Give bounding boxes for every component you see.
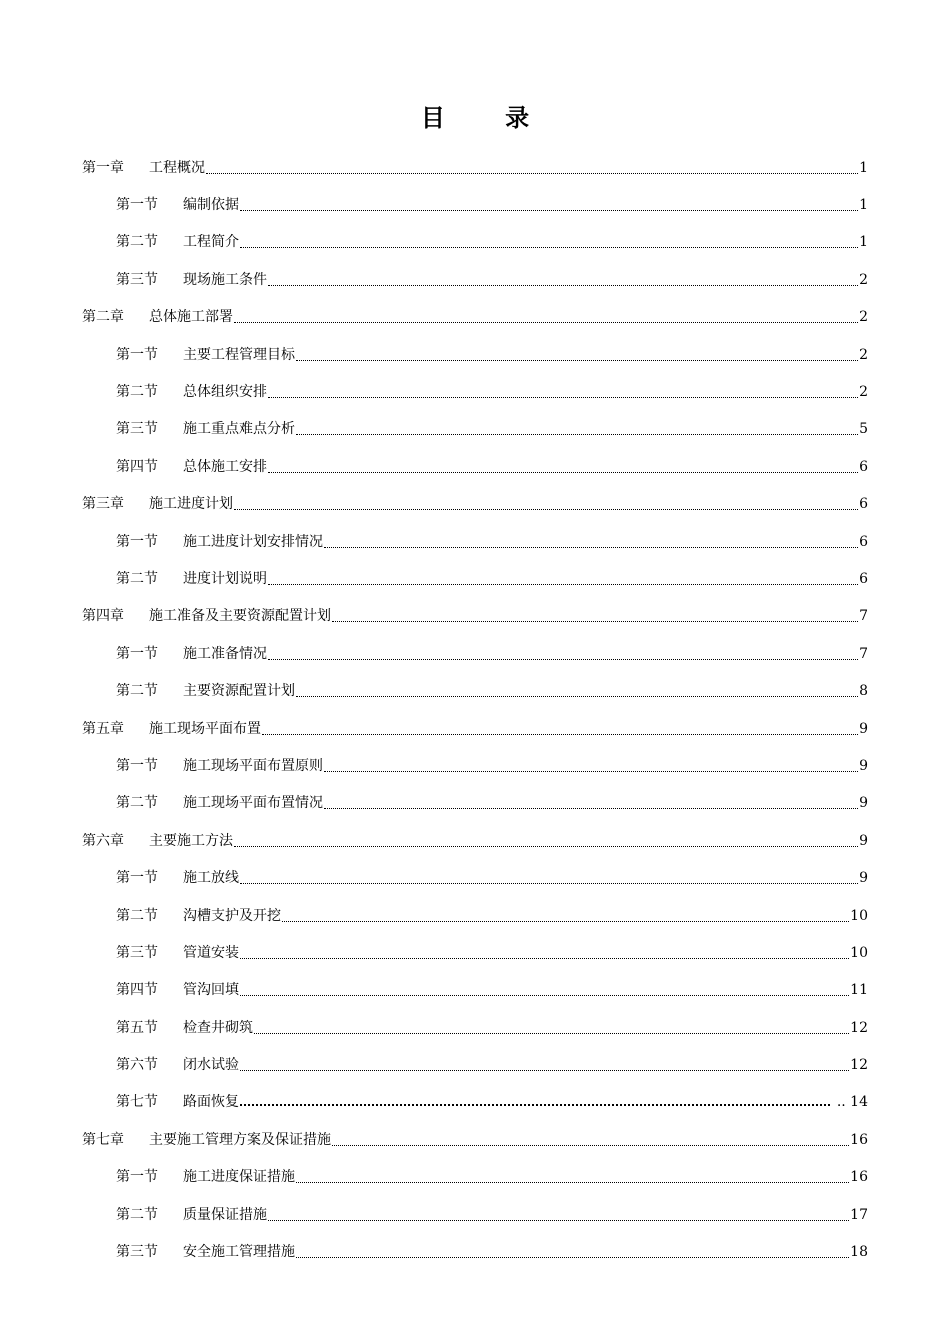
toc-dot-leader	[234, 307, 858, 327]
toc-chapter-entry[interactable]	[82, 822, 868, 859]
toc-section-entry[interactable]	[82, 224, 868, 261]
toc-dot-leader	[268, 644, 858, 664]
toc-chapter-entry[interactable]	[82, 149, 868, 186]
toc-entry-label	[116, 980, 239, 1000]
toc-dot-leader	[268, 382, 858, 402]
toc-entry-title: 工程概况	[149, 159, 205, 176]
toc-page-number: 1	[859, 197, 868, 214]
toc-entry-title: 总体施工安排	[183, 458, 267, 475]
toc-entry-number: 第七节	[116, 1094, 158, 1111]
toc-dot-leader	[296, 1167, 849, 1187]
toc-entry-number: 第三节	[116, 1244, 158, 1261]
toc-page-number: 11	[850, 982, 868, 999]
toc-entry-title: 施工进度保证措施	[183, 1169, 295, 1186]
toc-entry-title: 现场施工条件	[183, 271, 267, 288]
toc-page-number: 9	[859, 757, 868, 774]
toc-entry-title: 主要工程管理目标	[183, 346, 295, 363]
toc-page-number: 16	[850, 1131, 868, 1148]
toc-page-number: 10	[850, 944, 868, 961]
toc-entry-label	[82, 1130, 331, 1150]
toc-dot-leader	[240, 195, 858, 215]
toc-page-number: 2	[859, 309, 868, 326]
toc-page-number: 1	[859, 234, 868, 251]
toc-page-number: 9	[859, 795, 868, 812]
toc-page-number: 6	[859, 533, 868, 550]
toc-section-entry[interactable]	[82, 785, 868, 822]
toc-section-entry[interactable]	[82, 897, 868, 934]
toc-section-entry[interactable]	[82, 373, 868, 410]
toc-entry-title: 工程简介	[183, 234, 239, 251]
toc-page-number: 17	[850, 1206, 868, 1223]
toc-page-number: 7	[859, 608, 868, 625]
toc-dot-leader	[240, 943, 849, 963]
toc-dot-leader	[324, 532, 858, 552]
toc-entry-title: 管沟回填	[183, 982, 239, 999]
toc-entry-number: 第二章	[82, 309, 124, 326]
toc-page-number: 2	[859, 346, 868, 363]
toc-dot-leader	[296, 681, 858, 701]
toc-page-number: 9	[859, 720, 868, 737]
toc-entry-label	[116, 681, 295, 701]
toc-section-entry[interactable]	[82, 336, 868, 373]
toc-entry-title: 施工准备及主要资源配置计划	[149, 608, 331, 625]
toc-page-number: 1	[859, 159, 868, 176]
toc-dot-leader	[268, 457, 858, 477]
toc-entry-title: 闭水试验	[183, 1057, 239, 1074]
toc-page-number: 2	[859, 271, 868, 288]
toc-entry-label	[116, 1167, 295, 1187]
toc-chapter-entry[interactable]	[82, 598, 868, 635]
toc-title: 目 录	[420, 103, 556, 132]
toc-entry-label	[116, 793, 323, 813]
toc-section-entry[interactable]	[82, 972, 868, 1009]
toc-entry-label	[116, 1018, 253, 1038]
toc-page-number: 9	[859, 870, 868, 887]
toc-dot-leader	[240, 232, 858, 252]
toc-page-number: 12	[850, 1057, 868, 1074]
toc-dot-leader	[324, 793, 858, 813]
toc-entry-number: 第三节	[116, 271, 158, 288]
toc-page-number: 9	[859, 832, 868, 849]
toc-dot-leader	[324, 756, 858, 776]
toc-entry-title: 施工重点难点分析	[183, 421, 295, 438]
toc-dot-leader	[240, 980, 849, 1000]
toc-entry-title: 施工现场平面布置	[149, 720, 261, 737]
toc-entry-label	[116, 382, 267, 402]
toc-section-entry[interactable]	[82, 186, 868, 223]
toc-entry-number: 第一章	[82, 159, 124, 176]
toc-entry-label	[116, 906, 281, 926]
toc-entry-label	[116, 232, 239, 252]
toc-section-entry[interactable]	[82, 411, 868, 448]
toc-entry-label	[116, 943, 239, 963]
toc-entry-label	[116, 1205, 267, 1225]
toc-dot-leader	[296, 345, 858, 365]
toc-dot-leader	[240, 1055, 849, 1075]
toc-section-entry[interactable]	[82, 672, 868, 709]
toc-dot-leader	[296, 1242, 849, 1262]
toc-entry-title: 施工进度计划安排情况	[183, 533, 323, 550]
toc-entry-number: 第五节	[116, 1019, 158, 1036]
toc-page-number: 6	[859, 496, 868, 513]
toc-entry-label	[116, 569, 267, 589]
toc-entry-label	[116, 270, 267, 290]
toc-section-entry[interactable]	[82, 261, 868, 298]
toc-entry-title: 沟槽支护及开挖	[183, 907, 281, 924]
toc-page-number: 2	[859, 384, 868, 401]
toc-entry-number: 第二节	[116, 795, 158, 812]
toc-entry-title: 管道安装	[183, 944, 239, 961]
toc-entry-title: 总体组织安排	[183, 384, 267, 401]
toc-entry-number: 第一节	[116, 197, 158, 214]
toc-entry-title: 主要施工方法	[149, 832, 233, 849]
toc-entry-number: 第四节	[116, 458, 158, 475]
toc-page-number: 6	[859, 570, 868, 587]
toc-entry-title: 施工进度计划	[149, 496, 233, 513]
toc-dot-leader	[206, 158, 858, 178]
toc-page-number: 5	[859, 421, 868, 438]
toc-entry-title: 主要资源配置计划	[183, 683, 295, 700]
toc-entry-label	[82, 158, 205, 178]
toc-entry-number: 第二节	[116, 384, 158, 401]
toc-dot-leader	[240, 1092, 836, 1112]
toc-entry-title: 施工准备情况	[183, 645, 267, 662]
toc-section-entry[interactable]	[82, 523, 868, 560]
toc-entry-number: 第二节	[116, 907, 158, 924]
toc-entry-label	[82, 307, 233, 327]
toc-section-entry[interactable]	[82, 1009, 868, 1046]
toc-dot-leader	[332, 606, 858, 626]
toc-entry-number: 第三章	[82, 496, 124, 513]
toc-page-number: 7	[859, 645, 868, 662]
toc-entry-label	[82, 494, 233, 514]
toc-entry-label	[82, 719, 261, 739]
toc-page-number: 10	[850, 907, 868, 924]
toc-entry-label	[82, 606, 331, 626]
toc-dot-leader	[234, 831, 858, 851]
toc-entry-label	[116, 1055, 239, 1075]
toc-entry-title: 施工现场平面布置情况	[183, 795, 323, 812]
toc-entry-title: 编制依据	[183, 197, 239, 214]
toc-dot-leader	[234, 494, 858, 514]
table-of-contents	[82, 149, 868, 1271]
toc-dot-leader	[262, 719, 858, 739]
toc-entry-label	[116, 756, 323, 776]
toc-entry-number: 第一节	[116, 533, 158, 550]
toc-chapter-entry[interactable]	[82, 710, 868, 747]
toc-dot-leader	[268, 270, 858, 290]
toc-entry-label	[116, 1092, 239, 1112]
toc-chapter-entry[interactable]	[82, 1121, 868, 1158]
toc-chapter-entry[interactable]	[82, 486, 868, 523]
toc-entry-title: 检查井砌筑	[183, 1019, 253, 1036]
toc-entry-title: 施工现场平面布置原则	[183, 757, 323, 774]
toc-page-number: 12	[850, 1019, 868, 1036]
toc-entry-number: 第一节	[116, 346, 158, 363]
toc-entry-number: 第四节	[116, 982, 158, 999]
toc-entry-title: 安全施工管理措施	[183, 1244, 295, 1261]
toc-entry-number: 第五章	[82, 720, 124, 737]
toc-entry-number: 第二节	[116, 234, 158, 251]
toc-section-entry[interactable]	[82, 1046, 868, 1083]
toc-entry-label	[116, 868, 239, 888]
toc-entry-label	[116, 644, 267, 664]
toc-dot-leader	[268, 569, 858, 589]
toc-entry-title: 进度计划说明	[183, 570, 267, 587]
toc-page-number: 6	[859, 458, 868, 475]
toc-section-entry[interactable]	[82, 1233, 868, 1270]
toc-entry-label	[116, 345, 295, 365]
toc-entry-label	[82, 831, 233, 851]
toc-dot-leader	[268, 1205, 849, 1225]
toc-section-entry[interactable]	[82, 1084, 868, 1121]
toc-entry-title: 质量保证措施	[183, 1206, 267, 1223]
toc-entry-number: 第一节	[116, 645, 158, 662]
toc-entry-number: 第二节	[116, 683, 158, 700]
toc-section-entry[interactable]	[82, 560, 868, 597]
toc-page-number: .. 14	[836, 1094, 868, 1111]
toc-section-entry[interactable]	[82, 747, 868, 784]
toc-section-entry[interactable]	[82, 859, 868, 896]
toc-entry-number: 第七章	[82, 1131, 124, 1148]
toc-entry-number: 第六章	[82, 832, 124, 849]
toc-dot-leader	[254, 1018, 849, 1038]
toc-section-entry[interactable]	[82, 1196, 868, 1233]
toc-page-number: 18	[850, 1244, 868, 1261]
toc-entry-number: 第四章	[82, 608, 124, 625]
toc-dot-leader	[332, 1130, 849, 1150]
toc-entry-number: 第二节	[116, 570, 158, 587]
toc-section-entry[interactable]	[82, 448, 868, 485]
toc-dot-leader	[240, 868, 858, 888]
toc-section-entry[interactable]	[82, 1159, 868, 1196]
toc-entry-title: 主要施工管理方案及保证措施	[149, 1131, 331, 1148]
toc-entry-number: 第一节	[116, 870, 158, 887]
toc-entry-number: 第一节	[116, 1169, 158, 1186]
toc-entry-label	[116, 419, 295, 439]
toc-chapter-entry[interactable]	[82, 299, 868, 336]
toc-entry-title: 总体施工部署	[149, 309, 233, 326]
toc-entry-label	[116, 195, 239, 215]
toc-entry-number: 第三节	[116, 944, 158, 961]
toc-page-number: 8	[859, 683, 868, 700]
toc-entry-number: 第六节	[116, 1057, 158, 1074]
toc-page-number: 16	[850, 1169, 868, 1186]
toc-entry-number: 第三节	[116, 421, 158, 438]
toc-dot-leader	[296, 419, 858, 439]
toc-dot-leader	[282, 906, 849, 926]
toc-entry-label	[116, 1242, 295, 1262]
toc-section-entry[interactable]	[82, 635, 868, 672]
toc-entry-number: 第一节	[116, 757, 158, 774]
toc-section-entry[interactable]	[82, 934, 868, 971]
toc-entry-label	[116, 532, 323, 552]
toc-entry-number: 第二节	[116, 1206, 158, 1223]
toc-entry-title: 路面恢复	[183, 1094, 239, 1111]
toc-entry-title: 施工放线	[183, 870, 239, 887]
toc-entry-label	[116, 457, 267, 477]
